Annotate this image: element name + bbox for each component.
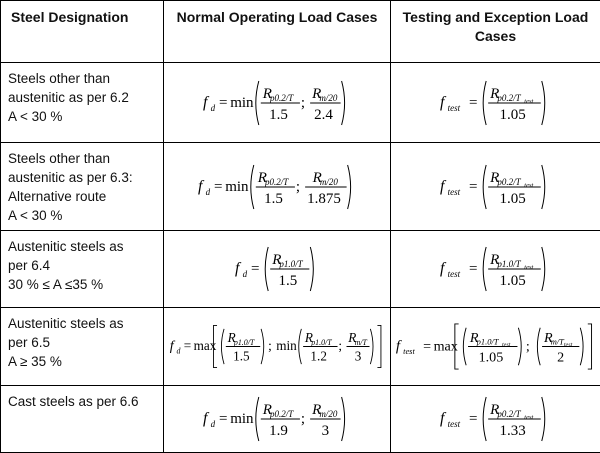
denominator-value: 1.5 <box>264 191 283 207</box>
lhs-symbol: f <box>396 338 402 354</box>
testing-formula-cell <box>391 63 600 143</box>
open-paren <box>256 81 259 125</box>
close-paren <box>342 397 345 441</box>
open-paren <box>221 329 224 364</box>
lhs-symbol: f <box>440 260 447 277</box>
open-paren <box>463 328 466 366</box>
numerator-subscript: p1.0/T <box>496 259 521 269</box>
lhs-subscript: d <box>176 347 180 356</box>
testing-formula <box>438 390 553 448</box>
designation-line: austenitic as per 6.3: <box>8 168 157 187</box>
denominator-value: 1.5 <box>278 273 297 289</box>
equals-sign: = <box>469 411 477 427</box>
designation-line: 30 % ≤ A ≤35 % <box>8 275 157 294</box>
operator-label: min <box>276 338 297 353</box>
close-paren <box>542 81 545 125</box>
designation-line: per 6.5 <box>8 333 157 352</box>
designation-line: A ≥ 35 % <box>8 352 157 371</box>
designation-line: A < 30 % <box>8 107 157 126</box>
equals-sign: = <box>251 261 259 277</box>
denominator-value: 1.875 <box>307 191 341 207</box>
designation-line: Cast steels as per 6.6 <box>8 392 157 411</box>
numerator-sub-subscript: test <box>524 182 533 189</box>
designation-line: per 6.4 <box>8 256 157 275</box>
designation-line: Steels other than <box>8 149 157 168</box>
numerator-subscript: m/20 <box>319 409 338 419</box>
formula-group <box>396 324 592 369</box>
numerator-symbol: R <box>543 330 553 346</box>
numerator-sub-subscript: test <box>564 343 573 349</box>
denominator-value: 1.9 <box>269 423 288 439</box>
separator-symbol: ; <box>301 411 305 427</box>
lhs-symbol: f <box>440 94 447 111</box>
header-steel-designation: Steel Designation <box>1 1 164 63</box>
testing-formula-cell <box>391 308 600 386</box>
denominator-value: 2.4 <box>314 107 333 123</box>
open-paren <box>537 328 540 366</box>
numerator-symbol: R <box>227 330 236 345</box>
header-testing-exception: Testing and Exception Load Cases <box>391 1 600 63</box>
designation-line: austenitic as per 6.2 <box>8 88 157 107</box>
testing-formula-cell <box>391 231 600 308</box>
close-bracket <box>377 325 381 367</box>
numerator-symbol: R <box>489 86 499 102</box>
close-paren <box>310 247 313 291</box>
lhs-subscript: d <box>242 269 247 279</box>
lhs-symbol: f <box>235 260 242 277</box>
equals-sign: = <box>184 338 191 353</box>
table-row <box>1 143 600 231</box>
numerator-sub-subscript: test <box>502 343 511 349</box>
separator-symbol: ; <box>301 95 305 111</box>
numerator-symbol: R <box>304 330 313 345</box>
open-paren <box>250 165 253 209</box>
steel-designation-cell <box>1 231 164 308</box>
numerator-sub-subscript: test <box>524 414 533 421</box>
denominator-value: 1.5 <box>269 107 288 123</box>
lhs-symbol: f <box>170 338 176 354</box>
formula-group <box>203 397 345 441</box>
testing-formula-cell <box>391 143 600 231</box>
denominator-value: 3 <box>322 423 330 439</box>
table-row <box>1 63 600 143</box>
equals-sign: = <box>219 95 227 111</box>
testing-formula <box>394 319 597 374</box>
lhs-subscript: test <box>448 269 461 279</box>
designation-line: Austenitic steels as <box>8 237 157 256</box>
equals-sign: = <box>469 95 477 111</box>
open-paren <box>483 247 486 291</box>
numerator-subscript: m/20 <box>319 93 338 103</box>
numerator-subscript: m/20 <box>319 177 338 187</box>
operator-label: min <box>230 95 254 111</box>
close-paren <box>370 329 373 364</box>
denominator-value: 1.05 <box>499 273 525 289</box>
open-paren <box>483 397 486 441</box>
formula-group <box>198 165 351 209</box>
denominator-value: 2 <box>557 350 564 366</box>
normal-formula-cell <box>164 63 391 143</box>
table-row <box>1 231 600 308</box>
numerator-subscript: p1.0/T <box>278 259 303 269</box>
normal-formula <box>201 74 353 132</box>
close-paren <box>542 165 545 209</box>
lhs-subscript: test <box>403 346 415 356</box>
open-paren <box>256 397 259 441</box>
operator-label: max <box>434 338 458 354</box>
numerator-sub-subscript: test <box>524 98 533 105</box>
formula-group <box>440 81 545 125</box>
lhs-symbol: f <box>440 178 447 195</box>
lhs-subscript: test <box>448 419 461 429</box>
lhs-subscript: d <box>211 419 216 429</box>
designation-line: A < 30 % <box>8 206 157 225</box>
numerator-subscript: p0.2/T <box>269 409 294 419</box>
numerator-subscript: p1.0/T <box>476 337 500 347</box>
numerator-subscript: p0.2/T <box>496 177 521 187</box>
steel-designation-cell <box>1 143 164 231</box>
lhs-symbol: f <box>440 410 447 427</box>
numerator-symbol: R <box>311 86 321 102</box>
normal-formula <box>167 321 387 372</box>
separator-symbol: ; <box>295 179 299 195</box>
lhs-symbol: f <box>203 410 210 427</box>
numerator-subscript: p0.2/T <box>496 409 521 419</box>
close-paren <box>261 329 264 364</box>
open-paren <box>299 329 302 364</box>
open-paren <box>265 247 268 291</box>
formula-group <box>170 325 381 367</box>
numerator-subscript: p0.2/T <box>264 177 289 187</box>
numerator-symbol: R <box>489 402 499 418</box>
numerator-symbol: R <box>489 252 499 268</box>
close-paren <box>518 328 521 366</box>
equals-sign: = <box>423 338 431 354</box>
lhs-subscript: d <box>211 103 216 113</box>
formula-group <box>440 247 545 291</box>
separator-symbol: ; <box>338 338 342 353</box>
equals-sign: = <box>219 411 227 427</box>
close-paren <box>580 328 583 366</box>
equals-sign: = <box>469 261 477 277</box>
numerator-symbol: R <box>469 330 479 346</box>
header-row <box>1 1 600 63</box>
table-row <box>1 308 600 386</box>
testing-formula <box>438 240 553 298</box>
testing-formula-cell <box>391 386 600 453</box>
numerator-symbol: R <box>262 86 272 102</box>
operator-label: min <box>230 411 254 427</box>
operator-label: max <box>194 338 217 353</box>
normal-formula-cell <box>164 143 391 231</box>
denominator-value: 1.05 <box>479 350 504 366</box>
numerator-symbol: R <box>311 170 321 186</box>
steel-designation-cell <box>1 308 164 386</box>
designation-line: Alternative route <box>8 187 157 206</box>
close-bracket <box>588 324 592 369</box>
equals-sign: = <box>214 179 222 195</box>
close-paren <box>342 81 345 125</box>
formula-group <box>440 397 545 441</box>
lhs-subscript: test <box>448 187 461 197</box>
equals-sign: = <box>469 179 477 195</box>
lhs-subscript: d <box>205 187 210 197</box>
testing-formula <box>438 158 553 216</box>
numerator-subscript: m/T <box>355 338 368 347</box>
denominator-value: 1.33 <box>499 423 525 439</box>
denominator-value: 1.05 <box>499 191 525 207</box>
open-paren <box>483 165 486 209</box>
normal-formula <box>201 390 353 448</box>
separator-symbol: ; <box>526 338 530 354</box>
formula-group <box>235 247 313 291</box>
testing-formula <box>438 74 553 132</box>
numerator-sub-subscript: test <box>524 264 533 271</box>
normal-formula-cell <box>164 231 391 308</box>
separator-symbol: ; <box>268 338 272 353</box>
open-paren <box>483 81 486 125</box>
numerator-symbol: R <box>489 170 499 186</box>
close-paren <box>347 165 350 209</box>
designation-line: Steels other than <box>8 69 157 88</box>
normal-formula-cell <box>164 308 391 386</box>
numerator-symbol: R <box>311 402 321 418</box>
formula-group <box>440 165 545 209</box>
lhs-symbol: f <box>198 178 205 195</box>
numerator-symbol: R <box>271 252 281 268</box>
numerator-symbol: R <box>262 402 272 418</box>
normal-formula <box>233 240 322 298</box>
lhs-subscript: test <box>448 103 461 113</box>
close-paren <box>542 247 545 291</box>
normal-formula-cell <box>164 386 391 453</box>
table-row <box>1 386 600 453</box>
denominator-value: 1.5 <box>233 349 250 364</box>
lhs-symbol: f <box>203 94 210 111</box>
steel-designation-cell <box>1 386 164 453</box>
numerator-subscript: m/T <box>551 337 565 347</box>
close-paren <box>542 397 545 441</box>
numerator-symbol: R <box>347 330 356 345</box>
normal-formula <box>196 158 359 216</box>
denominator-value: 1.2 <box>310 349 326 364</box>
numerator-subscript: p1.0/T <box>233 338 255 347</box>
numerator-subscript: p0.2/T <box>269 93 294 103</box>
denominator-value: 3 <box>355 349 362 364</box>
denominator-value: 1.05 <box>499 107 525 123</box>
header-normal-operating: Normal Operating Load Cases <box>164 1 391 63</box>
operator-label: min <box>225 179 249 195</box>
designation-line: Austenitic steels as <box>8 314 157 333</box>
steel-designation-cell <box>1 63 164 143</box>
formula-group <box>203 81 345 125</box>
numerator-symbol: R <box>256 170 266 186</box>
numerator-subscript: p1.0/T <box>310 338 332 347</box>
numerator-subscript: p0.2/T <box>496 93 521 103</box>
